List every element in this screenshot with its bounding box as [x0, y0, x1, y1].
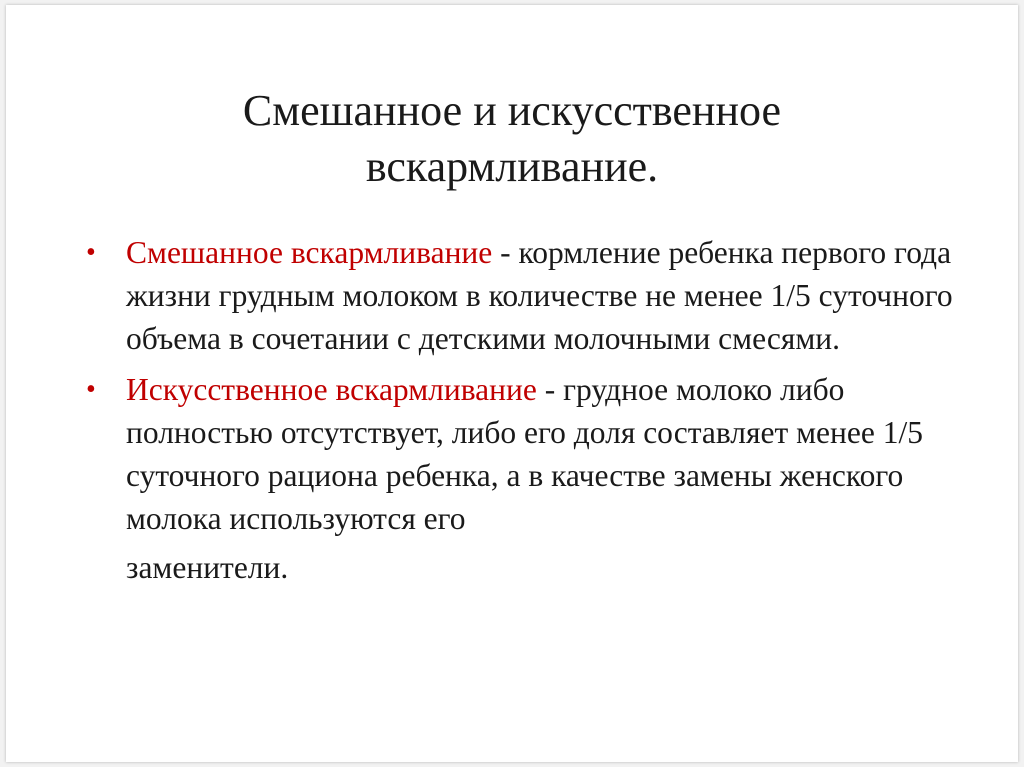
- title-line-1: Смешанное и искусственное: [242, 86, 782, 135]
- bullet-term: Искусственное вскармливание: [126, 372, 537, 407]
- slide-title: [6, 83, 1018, 195]
- slide: [6, 5, 1018, 762]
- line-gap: [126, 540, 982, 546]
- bullet-item-mixed-feeding: [82, 231, 982, 360]
- title-line-2: вскармливание.: [365, 142, 659, 191]
- bullet-text-tail: заменители.: [126, 550, 289, 585]
- bullet-dot-icon: •: [86, 374, 96, 405]
- bullet-text: - кормление ребенка первого года жизни грудным молоком в количестве не менее 1/5 суточного объема в сочетании с детскими молочными смесями.: [126, 235, 953, 356]
- bullet-item-artificial-feeding: [82, 368, 982, 589]
- bullet-term: Смешанное вскармливание: [126, 235, 493, 270]
- bullet-text: - грудное молоко либо полностью отсутствует, либо его доля составляет менее 1/5 суточного рациона ребенка, а в качестве замены женского молока используются его: [126, 372, 923, 536]
- bullet-dot-icon: •: [86, 237, 96, 268]
- bullet-list: [82, 231, 982, 597]
